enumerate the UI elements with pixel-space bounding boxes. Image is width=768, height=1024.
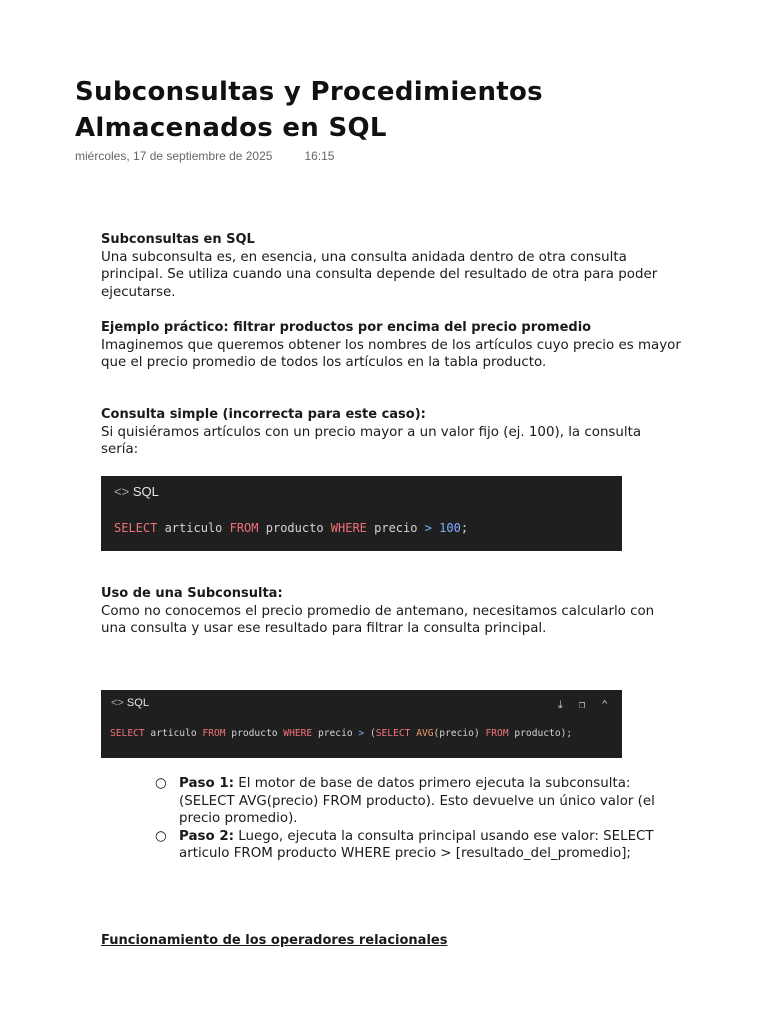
- list-item: [155, 828, 675, 863]
- list-item: [155, 775, 675, 828]
- download-icon[interactable]: ⤓: [557, 698, 563, 711]
- section-heading: Subconsultas en SQL: [101, 232, 255, 247]
- section-heading-operadores: Funcionamiento de los operadores relacionales: [101, 933, 448, 948]
- step-text: Luego, ejecuta la consulta principal usando ese valor: SELECT articulo FROM producto WHERE precio > [resultado_del_promedio];: [179, 828, 654, 861]
- section-body: Imaginemos que queremos obtener los nombres de los artículos cuyo precio es mayor que el precio promedio de todos los artículos en la tabla producto.: [101, 337, 681, 370]
- steps-list: [155, 775, 675, 863]
- page-date: miércoles, 17 de septiembre de 2025: [75, 149, 273, 163]
- page-meta: [75, 149, 334, 163]
- code-line: SELECT articulo FROM producto WHERE precio > 100;: [114, 521, 469, 535]
- code-language-label: <> SQL: [111, 697, 149, 709]
- page-time: 16:15: [304, 149, 335, 163]
- section-body: Si quisiéramos artículos con un precio mayor a un valor fijo (ej. 100), la consulta sería:: [101, 424, 642, 457]
- code-line: SELECT articulo FROM producto WHERE precio > (SELECT AVG(precio) FROM producto);: [110, 728, 573, 739]
- code-toolbar: [558, 698, 608, 712]
- chevron-up-icon[interactable]: ⌃: [601, 698, 608, 711]
- section-ejemplo: [101, 319, 681, 372]
- circle-bullet-icon: ○: [155, 776, 167, 791]
- code-block-simple: [101, 476, 622, 551]
- page-title: Subconsultas y Procedimientos Almacenados en SQL: [75, 77, 543, 143]
- circle-bullet-icon: ○: [155, 828, 167, 844]
- code-brackets-icon: <>: [111, 697, 124, 709]
- section-heading: Ejemplo práctico: filtrar productos por encima del precio promedio: [101, 320, 592, 335]
- step-label: Paso 1:: [179, 776, 234, 791]
- section-heading: Consulta simple (incorrecta para este caso):: [101, 407, 426, 422]
- code-language-label: <> SQL: [114, 484, 159, 499]
- section-uso-subconsulta: [101, 585, 681, 638]
- section-subconsultas: [101, 231, 681, 301]
- section-body: Como no conocemos el precio promedio de antemano, necesitamos calcularlo con una consulta y usar ese resultado para filtrar la consulta principal.: [101, 603, 655, 636]
- section-heading: Uso de una Subconsulta:: [101, 586, 283, 601]
- copy-icon[interactable]: ❐: [578, 698, 586, 711]
- code-block-subquery: [101, 690, 622, 758]
- code-brackets-icon: <>: [114, 484, 130, 499]
- section-body: Una subconsulta es, en esencia, una consulta anidada dentro de otra consulta principal. Se utiliza cuando una consulta depende del resultado de otra para poder ejecutarse.: [101, 249, 658, 300]
- step-text: El motor de base de datos primero ejecuta la subconsulta: (SELECT AVG(precio) FROM producto). Esto devuelve un único valor (el precio promedio).: [179, 776, 655, 826]
- step-label: Paso 2:: [179, 828, 234, 844]
- section-consulta-simple: [101, 406, 681, 459]
